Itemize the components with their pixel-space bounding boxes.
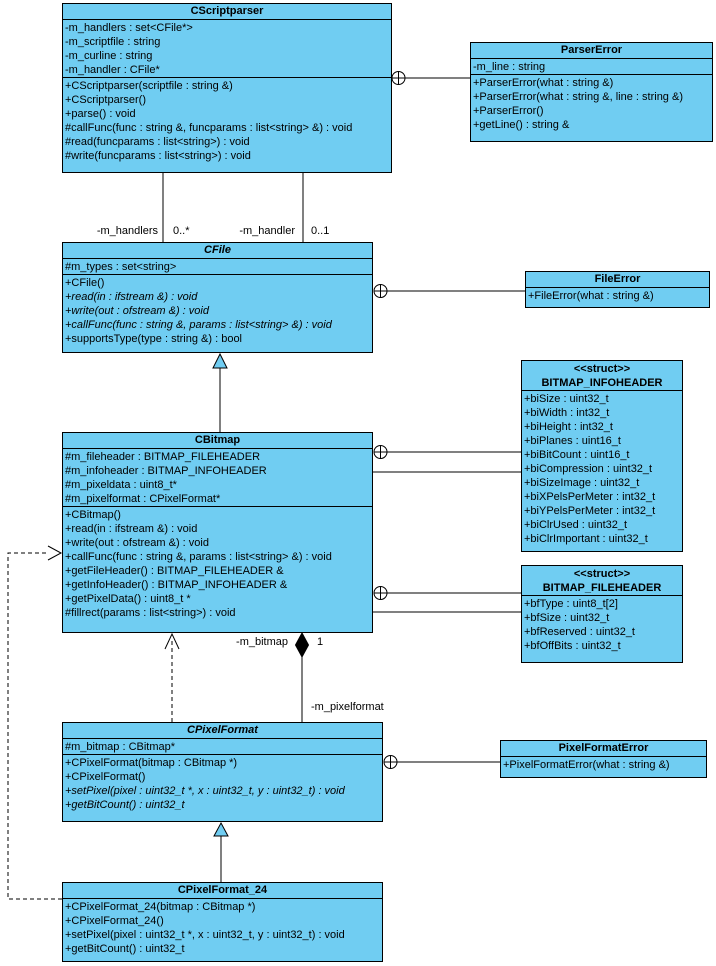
anchor-cpixelformat-pixelformaterror[interactable] — [384, 756, 500, 769]
methods-compartment — [63, 506, 372, 632]
attributes-compartment — [63, 738, 382, 754]
attribute-row: +biClrImportant : uint32_t — [524, 533, 648, 545]
class-bitmap-fileheader[interactable] — [521, 565, 683, 663]
attribute-row: #m_bitmap : CBitmap* — [65, 741, 176, 753]
class-cpixelformat-24[interactable] — [62, 882, 383, 962]
class-bitmap-infoheader[interactable] — [521, 360, 683, 552]
attribute-row: +biHeight : int32_t — [524, 421, 613, 433]
method-row: +getLine() : string & — [473, 119, 570, 131]
attribute-row: +biSizeImage : uint32_t — [524, 477, 640, 489]
composition-cbitmap-cpixelformat[interactable] — [296, 633, 309, 722]
class-cpixelformat[interactable] — [62, 722, 383, 822]
multiplicity-label-handlers: 0..* — [173, 225, 190, 237]
methods-compartment — [63, 754, 382, 821]
method-row: +getInfoHeader() : BITMAP_INFOHEADER & — [65, 579, 288, 591]
attribute-row: +biBitCount : uint16_t — [524, 449, 630, 461]
attributes-compartment — [63, 448, 372, 506]
attribute-row: #m_pixelformat : CPixelFormat* — [65, 493, 221, 505]
class-cscriptparser[interactable] — [62, 3, 392, 173]
attribute-row: +biYPelsPerMeter : int32_t — [524, 505, 656, 517]
attribute-row: -m_scriptfile : string — [65, 36, 161, 48]
method-row: +CPixelFormat_24(bitmap : CBitmap *) — [65, 901, 256, 913]
method-row: #write(funcparams : list<string>) : void — [65, 150, 251, 162]
attribute-row: +biXPelsPerMeter : int32_t — [524, 491, 656, 503]
attributes-compartment — [63, 258, 372, 274]
method-row: +CPixelFormat() — [65, 771, 146, 783]
class-title-cbitmap: CBitmap — [194, 434, 241, 446]
attribute-row: +bfSize : uint32_t — [524, 612, 610, 624]
methods-compartment — [63, 77, 391, 172]
attribute-row: +biPlanes : uint16_t — [524, 435, 621, 447]
struct-header — [522, 566, 682, 595]
attribute-row: +biCompression : uint32_t — [524, 463, 653, 475]
struct-header — [522, 361, 682, 390]
dependency-cpixelformat-cbitmap[interactable] — [165, 634, 179, 722]
method-row: +CPixelFormat_24() — [65, 915, 164, 927]
class-title-cpixelformat-24: CPixelFormat_24 — [177, 884, 268, 896]
method-row: +FileError(what : string &) — [528, 290, 654, 302]
anchor-cbitmap-fileheader[interactable] — [374, 587, 521, 600]
attribute-row: -m_line : string — [473, 61, 546, 73]
method-row: +read(in : ifstream &) : void — [65, 291, 198, 303]
anchor-cbitmap-infoheader[interactable] — [374, 446, 521, 459]
method-row: +CScriptparser(scriptfile : string &) — [65, 80, 233, 92]
attributes-compartment — [63, 19, 391, 77]
generalization-cbitmap-cfile[interactable] — [213, 354, 227, 432]
attribute-row: #m_pixeldata : uint8_t* — [65, 479, 177, 491]
attribute-row: #m_infoheader : BITMAP_INFOHEADER — [65, 465, 267, 477]
method-row: +getBitCount() : uint32_t — [65, 799, 185, 811]
method-row: +ParserError(what : string &) — [473, 77, 614, 89]
attributes-compartment — [522, 390, 682, 551]
attribute-row: #m_fileheader : BITMAP_FILEHEADER — [65, 451, 261, 463]
attribute-row: +biClrUsed : uint32_t — [524, 519, 628, 531]
methods-compartment — [471, 74, 712, 141]
method-row: +callFunc(func : string &, params : list<string> &) : void — [65, 551, 332, 563]
attribute-row: #m_types : set<string> — [65, 261, 177, 273]
stereotype-label: <<struct>> — [573, 568, 631, 580]
method-row: +CPixelFormat(bitmap : CBitmap *) — [65, 757, 238, 769]
dependency-cpixelformat24-cbitmap[interactable] — [8, 546, 62, 899]
role-label-m-bitmap: -m_bitmap — [236, 636, 288, 648]
method-row: +ParserError(what : string &, line : string &) — [473, 91, 683, 103]
attribute-row: -m_handler : CFile* — [65, 64, 160, 76]
methods-compartment — [63, 274, 372, 352]
class-parsererror[interactable] — [470, 42, 713, 142]
class-title-fileerror: FileError — [594, 273, 641, 285]
attribute-row: +bfType : uint8_t[2] — [524, 598, 618, 610]
class-title-cfile: CFile — [204, 244, 231, 256]
methods-compartment — [526, 287, 709, 307]
class-title-bitmap-fileheader: BITMAP_FILEHEADER — [542, 582, 662, 594]
multiplicity-label-bitmap: 1 — [317, 636, 324, 648]
method-row: +getPixelData() : uint8_t * — [65, 593, 191, 605]
method-row: +CFile() — [65, 277, 105, 289]
method-row: +CBitmap() — [65, 509, 121, 521]
role-label-m-handlers: -m_handlers — [96, 225, 158, 237]
method-row: +write(out : ofstream &) : void — [65, 305, 209, 317]
method-row: +parse() : void — [65, 108, 136, 120]
method-row: +write(out : ofstream &) : void — [65, 537, 209, 549]
method-row: #callFunc(func : string &, funcparams : list<string> &) : void — [65, 122, 353, 134]
class-title-bitmap-infoheader: BITMAP_INFOHEADER — [541, 377, 663, 389]
anchor-cfile-fileerror[interactable] — [374, 285, 525, 298]
methods-compartment — [501, 756, 706, 777]
class-title-pixelformaterror: PixelFormatError — [558, 742, 649, 754]
attribute-row: -m_curline : string — [65, 50, 153, 62]
method-row: +supportsType(type : string &) : bool — [65, 333, 243, 345]
method-row: +PixelFormatError(what : string &) — [503, 759, 670, 771]
multiplicity-label-handler: 0..1 — [311, 225, 330, 237]
attribute-row: +bfReserved : uint32_t — [524, 626, 635, 638]
method-row: +setPixel(pixel : uint32_t *, x : uint32_t, y : uint32_t) : void — [65, 785, 345, 797]
generalization-cpixelformat24-cpixelformat[interactable] — [214, 823, 228, 882]
method-row: #read(funcparams : list<string>) : void — [65, 136, 250, 148]
method-row: #fillrect(params : list<string>) : void — [65, 607, 236, 619]
attributes-compartment — [522, 595, 682, 662]
class-title-parsererror: ParserError — [560, 44, 623, 56]
class-pixelformaterror[interactable] — [500, 740, 707, 778]
class-cfile[interactable] — [62, 242, 373, 353]
attributes-compartment — [471, 58, 712, 74]
class-title-cpixelformat: CPixelFormat — [187, 724, 258, 736]
attribute-row: +biWidth : int32_t — [524, 407, 610, 419]
role-label-m-pixelformat: -m_pixelformat — [311, 701, 384, 713]
method-row: +read(in : ifstream &) : void — [65, 523, 198, 535]
method-row: +CScriptparser() — [65, 94, 146, 106]
attribute-row: +bfOffBits : uint32_t — [524, 640, 621, 652]
method-row: +getFileHeader() : BITMAP_FILEHEADER & — [65, 565, 284, 577]
method-row: +callFunc(func : string &, params : list<string> &) : void — [65, 319, 332, 331]
anchor-cscriptparser-parsererror[interactable] — [392, 72, 470, 85]
methods-compartment — [63, 898, 382, 961]
class-title-cscriptparser: CScriptparser — [190, 5, 264, 17]
stereotype-label: <<struct>> — [573, 363, 631, 375]
attribute-row: -m_handlers : set<CFile*> — [65, 22, 193, 34]
method-row: +ParserError() — [473, 105, 544, 117]
attribute-row: +biSize : uint32_t — [524, 393, 609, 405]
method-row: +getBitCount() : uint32_t — [65, 943, 185, 955]
class-fileerror[interactable] — [525, 271, 710, 308]
role-label-m-handler: -m_handler — [239, 225, 295, 237]
class-cbitmap[interactable] — [62, 432, 373, 633]
method-row: +setPixel(pixel : uint32_t *, x : uint32_t, y : uint32_t) : void — [65, 929, 345, 941]
